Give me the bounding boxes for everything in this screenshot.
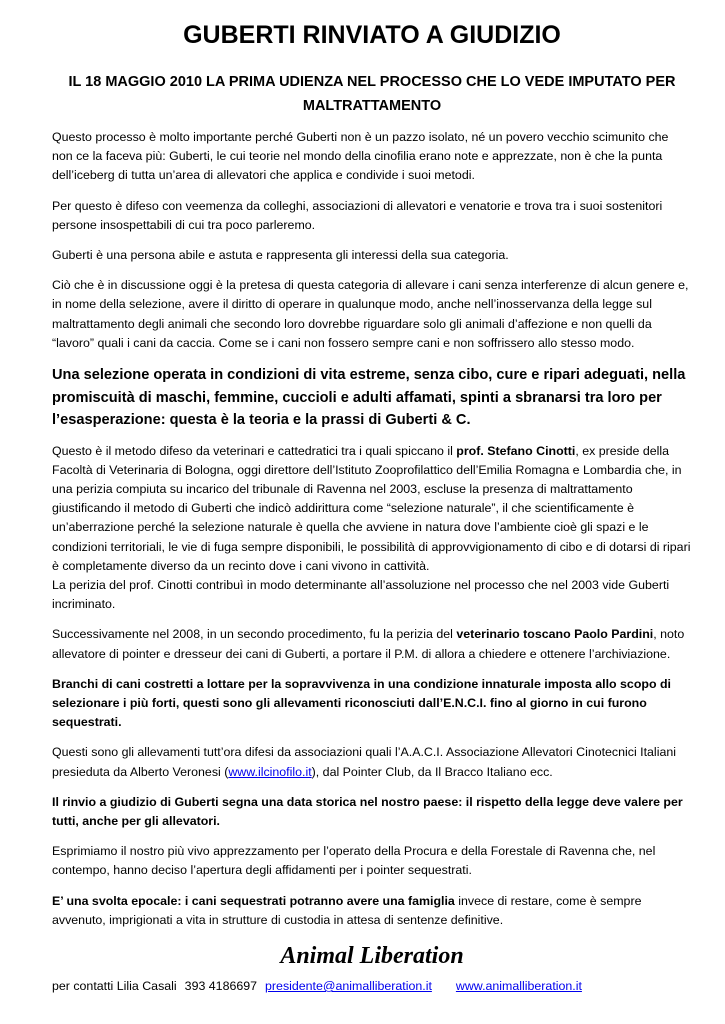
contacts-label: per contatti Lilia Casali xyxy=(52,979,177,993)
contacts-phone: 393 4186697 xyxy=(184,979,258,993)
paragraph-9: Il rinvio a giudizio di Guberti segna una data storica nel nostro paese: il rispetto della legge deve valere per tutti, anche per gli allevatori. xyxy=(52,794,683,828)
paragraph-2: Per questo è difeso con veemenza da colleghi, associazioni di allevatori e venatorie e trova tra i suoi sostenitori persone insospettabili di cui tra poco parleremo. xyxy=(52,198,663,232)
highlight-paragraph: Una selezione operata in condizioni di vita estreme, senza cibo, cure e ripari adeguati, nella promiscuità di maschi, femmine, cuccioli e adulti affamati, spinti a sbranarsi tra loro per l’esasperazione: questa è la teoria e la prassi di Guberti & C. xyxy=(52,367,686,429)
email-link[interactable]: presidente@animalliberation.it xyxy=(265,979,432,993)
paragraph-4: Ciò che è in discussione oggi è la pretesa di questa categoria di allevare i cani senza interferenze di alcun genere e, in nome della selezione, avere il diritto di operare in qualunque modo, anche nell’inosservanza della legge sul maltrattamento degli animali che secondo loro dovrebbe riguardare solo gli animali d’affezione e non quelli da “lavoro” quali i cani da caccia. Come se i cani non fossero sempre cani e non soffrissero allo stesso modo. xyxy=(52,278,689,350)
paragraph-8-text-b: ), dal Pointer Club, da Il Bracco Italiano ecc. xyxy=(311,764,553,779)
paragraph-11 xyxy=(52,892,692,930)
page-title: GUBERTI RINVIATO A GIUDIZIO xyxy=(183,21,561,49)
paragraph-6 xyxy=(52,625,692,663)
contacts-line xyxy=(52,977,692,996)
paragraph-6-text-a: Successivamente nel 2008, in un secondo procedimento, fu la perizia del xyxy=(52,627,457,642)
document-page xyxy=(52,18,692,996)
paragraph-5-text-d: La perizia del prof. Cinotti contribuì in modo determinante all’assoluzione nel processo che nel 2003 vide Guberti incriminato. xyxy=(52,577,670,612)
paragraph-10: Esprimiamo il nostro più vivo apprezzamento per l’operato della Procura e della Forestale di Ravenna che, nel contempo, hanno deciso l’apertura degli affidamenti per i pointer sequestrati. xyxy=(52,844,656,878)
paragraph-8-text-a: Questi sono gli allevamenti tutt’ora difesi da associazioni quali l’A.A.C.I. Associazione Allevatori Cinotecnici Italiani presieduta da Alberto Veronesi ( xyxy=(52,745,676,779)
paragraph-5-name: prof. Stefano Cinotti xyxy=(456,443,576,458)
paragraph-1: Questo processo è molto importante perché Guberti non è un pazzo isolato, né un povero vecchio scimunito che non ce la faceva più: Guberti, le cui teorie nel mondo della cinofilia erano note e apprezzate, non è che la punta dell’iceberg di tutta un’area di allevatori che applica e condivide i suoi metodi. xyxy=(52,130,669,183)
paragraph-11-text: invece di restare, come è sempre avvenuto, imprigionati a vita in strutture di custodia in attesa di sentenze definitive. xyxy=(52,893,642,927)
paragraph-6-name: veterinario toscano Paolo Pardini xyxy=(456,627,654,642)
paragraph-7: Branchi di cani costretti a lottare per la sopravvivenza in una condizione innaturale imposta allo scopo di selezionare i più forti, questi sono gli allevamenti riconosciuti dall’E.N.C.I. fino al giorno in cui furono sequestrati. xyxy=(52,676,671,730)
paragraph-5-text-a: Questo è il metodo difeso da veterinari e cattedratici tra i quali spiccano il xyxy=(52,443,457,458)
paragraph-5 xyxy=(52,442,692,615)
subtitle: IL 18 MAGGIO 2010 LA PRIMA UDIENZA NEL PROCESSO CHE LO VEDE IMPUTATO PER MALTRATTAMENTO xyxy=(68,74,676,114)
paragraph-5-text-c: , ex preside della Facoltà di Veterinaria di Bologna, oggi direttore dell’Istituto Zooprofilattico dell’Emilia Romagna e Lombardia che, in una perizia compiuta su incarico del tribunale di Ravenna nel 2003, escluse la presenza di maltrattamento giustificando il metodo di Guberti che indicò addirittura come “selezione naturale”, il che scientificamente è un’aberrazione perché la selezione naturale è quella che avviene in natura dove l’ambiente cioè gli spazi e le condizioni territoriali, le vie di fuga sempre disponibili, le possibilità di approvvigionamento di cibo e di dotarsi di ripari è completamente diverso da un recinto dove i cani vivono in cattività. xyxy=(52,443,691,573)
paragraph-6-text-c: , noto allevatore di pointer e dresseur dei cani di Guberti, a portare il P.M. di allora a chiedere e ottenere l’archiviazione. xyxy=(52,627,685,661)
paragraph-8 xyxy=(52,743,692,781)
ilcinofilo-link[interactable]: www.ilcinofilo.it xyxy=(228,764,312,779)
signature: Animal Liberation xyxy=(280,943,464,969)
website-link[interactable]: www.animalliberation.it xyxy=(455,979,582,993)
paragraph-3: Guberti è una persona abile e astuta e rappresenta gli interessi della sua categoria. xyxy=(52,248,509,263)
paragraph-11-bold: E’ una svolta epocale: i cani sequestrati potranno avere una famiglia xyxy=(52,893,455,908)
